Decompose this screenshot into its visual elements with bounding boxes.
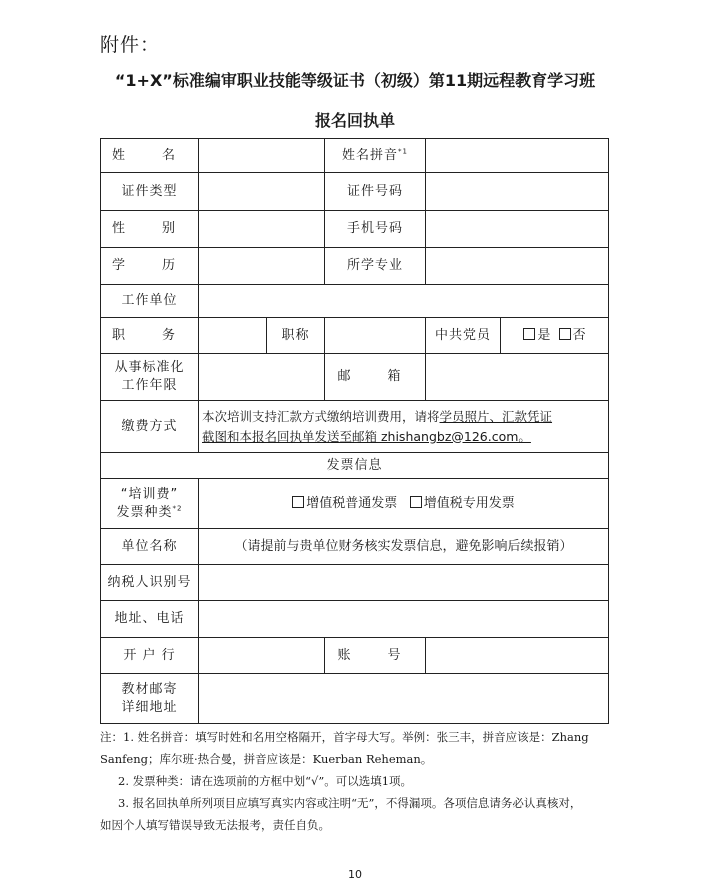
note-3a: 3. 报名回执单所列项目应填写真实内容或注明“无”，不得漏项。各项信息请务必认真核对， [118,796,582,810]
tax-id-field[interactable] [199,565,609,601]
document-title: “1+X”标准编审职业技能等级证书（初级）第11期远程教育学习班 [114,71,596,90]
title-label: 职称 [267,318,325,354]
page-number: 10 [348,868,362,881]
party-yes-checkbox[interactable] [523,328,535,340]
note-2: 2. 发票种类：请在选项前的方框中划“√”。可以选填1项。 [118,774,413,788]
party-options [501,318,609,354]
education-field[interactable] [199,248,325,285]
education-label: 学 历 [101,248,199,285]
account-label: 账 号 [325,638,426,674]
name-field[interactable] [199,139,325,173]
note-3b: 如因个人填写错误导致无法报考，责任自负。 [100,818,330,832]
party-label: 中共党员 [426,318,501,354]
attachment-label: 附件： [100,34,161,56]
gender-label: 性 别 [101,211,199,248]
phone-label: 手机号码 [325,211,426,248]
email-label: 邮 箱 [325,354,426,401]
mail-address-field[interactable] [199,674,609,724]
address-phone-field[interactable] [199,601,609,638]
registration-form [100,138,609,724]
form-row [101,529,609,565]
form-row [101,401,609,453]
id-number-label: 证件号码 [325,173,426,211]
id-number-field[interactable] [426,173,609,211]
invoice-special-checkbox[interactable] [410,496,422,508]
fee-invoice-label: “培训费” 发票种类$^{*2}$ [101,479,199,529]
note-1a: 注：1. 姓名拼音：填写时姓和名用空格隔开，首字母大写。举例：张三丰，拼音应该是：Zhang [100,730,589,744]
notes-section [100,726,610,836]
company-label: 单位名称 [101,529,199,565]
pinyin-field[interactable] [426,139,609,173]
email-field[interactable] [426,354,609,401]
workplace-label: 工作单位 [101,285,199,318]
position-label: 职 务 [101,318,199,354]
workplace-field[interactable] [199,285,609,318]
standard-years-label: 从事标准化 工作年限 [101,354,199,401]
account-field[interactable] [426,638,609,674]
id-type-field[interactable] [199,173,325,211]
bank-label: 开 户 行 [101,638,199,674]
payment-text: 本次培训支持汇款方式缴纳培训费用，请将学员照片、汇款凭证 截图和本报名回执单发送至邮箱 zhishangbz@126.com。 [199,401,609,453]
form-row [101,248,609,285]
note-1b: Sanfeng；库尔班·热合曼，拼音应该是：Kuerban Reheman。 [100,752,433,766]
form-row [101,479,609,529]
document-subtitle: 报名回执单 [314,111,395,130]
invoice-special-label: 增值税专用发票 [423,495,515,511]
invoice-type-options [199,479,609,529]
form-row [101,211,609,248]
form-row [101,173,609,211]
major-label: 所学专业 [325,248,426,285]
invoice-info-header: 发票信息 [101,453,609,479]
form-row [101,674,609,724]
form-row [101,318,609,354]
gender-field[interactable] [199,211,325,248]
id-type-label: 证件类型 [101,173,199,211]
form-row [101,139,609,173]
phone-field[interactable] [426,211,609,248]
payment-label: 缴费方式 [101,401,199,453]
form-row [101,285,609,318]
invoice-normal-checkbox[interactable] [292,496,304,508]
address-phone-label: 地址、电话 [101,601,199,638]
form-row [101,601,609,638]
position-field[interactable] [199,318,267,354]
tax-id-label: 纳税人识别号 [101,565,199,601]
form-row [101,638,609,674]
bank-field[interactable] [199,638,325,674]
standard-years-field[interactable] [199,354,325,401]
name-label: 姓 名 [101,139,199,173]
party-yes-label: 是 [537,327,551,343]
major-field[interactable] [426,248,609,285]
party-no-checkbox[interactable] [559,328,571,340]
pinyin-label: 姓名拼音$^{*1}$ [325,139,426,173]
party-no-label: 否 [572,327,586,343]
form-row [101,565,609,601]
mail-address-label: 教材邮寄 详细地址 [101,674,199,724]
form-row [101,354,609,401]
form-row [101,453,609,479]
invoice-normal-label: 增值税普通发票 [306,495,398,511]
company-hint: （请提前与贵单位财务核实发票信息，避免影响后续报销） [199,529,609,565]
title-field[interactable] [325,318,426,354]
